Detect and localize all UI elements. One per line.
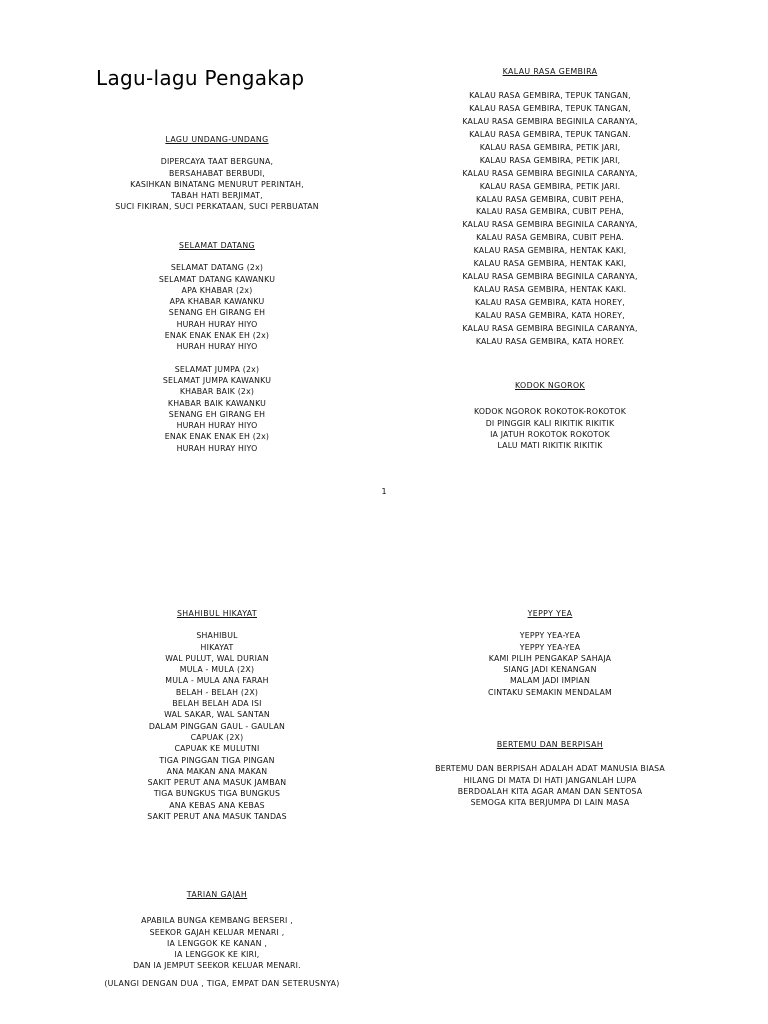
song-lyrics (415, 630, 685, 698)
lyric-line: HURAH HURAY HIYO (176, 342, 258, 352)
lyric-line: SAKIT PERUT ANA MASUK JAMBAN (147, 778, 287, 788)
song-tarian-gajah (82, 889, 352, 972)
song-heading: SHAHIBUL HIKAYAT (176, 609, 258, 618)
song-lyrics (82, 156, 352, 212)
lyric-line: KHABAR BAIK (2x) (179, 387, 255, 397)
lyric-line: KALAU RASA GEMBIRA BEGINILA CARANYA, (462, 220, 638, 230)
lyric-line: CAPUAK KE MULUTNI (174, 744, 260, 754)
lyric-line: YEPPY YEA-YEA (519, 631, 581, 641)
lyric-line: KAMI PILIH PENGAKAP SAHAJA (488, 653, 612, 663)
lyric-line: HURAH HURAY HIYO (176, 443, 258, 453)
lyric-line: KHABAR BAIK KAWANKU (167, 398, 267, 408)
lyric-line: KALAU RASA GEMBIRA, HENTAK KAKI. (473, 284, 627, 294)
song-heading: YEPPY YEA (527, 609, 573, 618)
lyric-line: APA KHABAR (2x) (181, 285, 253, 295)
song-lyrics (405, 763, 695, 808)
lyric-line: IA JATUH ROKOTOK ROKOTOK (490, 429, 610, 439)
lyric-line: DALAM PINGGAN GAUL - GAULAN (148, 721, 286, 731)
song-lyrics (415, 406, 685, 451)
song-shahibul-hikayat (82, 608, 352, 822)
song-lyrics (82, 915, 352, 971)
lyric-line: SAKIT PERUT ANA MASUK TANDAS (147, 812, 287, 822)
lyric-line: IA LENGGOK KE KIRI, (174, 950, 260, 960)
lyric-line: BERTEMU DAN BERPISAH ADALAH ADAT MANUSIA BIASA (435, 764, 665, 774)
song-heading: BERTEMU DAN BERPISAH (496, 740, 604, 749)
lyric-line: KALAU RASA GEMBIRA, TEPUK TANGAN, (469, 91, 631, 101)
lyric-line: SUCI FIKIRAN, SUCI PERKATAAN, SUCI PERBUATAN (115, 202, 319, 212)
lyric-line: ANA KEBAS ANA KEBAS (169, 800, 265, 810)
lyric-line: KALAU RASA GEMBIRA, TEPUK TANGAN. (469, 130, 631, 140)
lyric-line: KALAU RASA GEMBIRA BEGINILA CARANYA, (462, 271, 638, 281)
song-heading: KALAU RASA GEMBIRA (502, 67, 598, 76)
lyric-line: SEMOGA KITA BERJUMPA DI LAIN MASA (470, 798, 630, 808)
lyric-line: YEPPY YEA-YEA (519, 642, 581, 652)
lyric-line: ENAK ENAK ENAK EH (2x) (164, 432, 270, 442)
lyric-line: SELAMAT DATANG KAWANKU (158, 274, 276, 284)
lyric-line: SENANG EH GIRANG EH (168, 308, 266, 318)
song-lyrics (82, 630, 352, 822)
song-kalau-rasa-gembira (415, 66, 685, 348)
lyric-line: BELAH - BELAH (2X) (175, 687, 259, 697)
lyric-line: ENAK ENAK ENAK EH (2x) (164, 331, 270, 341)
lyric-line: TABAH HATI BERJIMAT, (171, 191, 263, 201)
lyric-line: CAPUAK (2X) (190, 732, 244, 742)
lyric-line: IA LENGGOK KE KANAN , (166, 938, 267, 948)
song-bertemu-dan-berpisah (405, 739, 695, 808)
lyric-line: BERDOALAH KITA AGAR AMAN DAN SENTOSA (457, 786, 643, 796)
song-lagu-undang-undang (82, 134, 352, 213)
song-lyrics (82, 262, 352, 454)
song-selamat-datang (82, 240, 352, 454)
lyric-line: KODOK NGOROK ROKOTOK-ROKOTOK (473, 407, 627, 417)
song-lyrics (415, 90, 685, 348)
lyric-line: HIKAYAT (200, 642, 234, 652)
song-heading: SELAMAT DATANG (179, 241, 255, 250)
lyric-line: LALU MATI RIKITIK RIKITIK (497, 441, 603, 451)
lyric-line: BELAH BELAH ADA ISI (172, 699, 262, 709)
lyric-line: TIGA PINGGAN TIGA PINGAN (159, 755, 275, 765)
lyric-line: KALAU RASA GEMBIRA BEGINILA CARANYA, (462, 117, 638, 127)
lyric-line: MULA - MULA (2X) (179, 665, 255, 675)
lyric-line: KALAU RASA GEMBIRA, PETIK JARI, (479, 142, 621, 152)
lyric-line: APABILA BUNGA KEMBANG BERSERI , (141, 916, 293, 926)
song-yeppy-yea (415, 608, 685, 698)
page-number: 1 (381, 487, 387, 496)
lyric-line: KALAU RASA GEMBIRA BEGINILA CARANYA, (462, 323, 638, 333)
lyric-line: KALAU RASA GEMBIRA, PETIK JARI, (479, 155, 621, 165)
lyric-line: KALAU RASA GEMBIRA, TEPUK TANGAN, (469, 104, 631, 114)
song-kodok-ngorok (415, 380, 685, 451)
song-heading: KODOK NGOROK (514, 381, 586, 390)
repeat-note: (ULANGI DENGAN DUA , TIGA, EMPAT DAN SETERUSNYA) (104, 979, 340, 988)
lyric-line: CINTAKU SEMAKIN MENDALAM (488, 687, 612, 697)
lyric-line: MALAM JADI IMPIAN (510, 676, 590, 686)
lyric-line: KALAU RASA GEMBIRA, KATA HOREY. (475, 336, 625, 346)
lyric-line: KALAU RASA GEMBIRA, KATA HOREY, (475, 310, 625, 320)
lyric-line: KALAU RASA GEMBIRA, HENTAK KAKI, (473, 259, 627, 269)
document-title: Lagu-lagu Pengakap (96, 66, 305, 90)
lyric-line: HURAH HURAY HIYO (176, 421, 258, 431)
lyric-line: SENANG EH GIRANG EH (168, 409, 266, 419)
lyric-line: APA KHABAR KAWANKU (169, 297, 265, 307)
lyric-line: KALAU RASA GEMBIRA, CUBIT PEHA, (476, 207, 624, 217)
lyric-line: HILANG DI MATA DI HATI JANGANLAH LUPA (463, 775, 637, 785)
lyric-line: DAN IA JEMPUT SEEKOR KELUAR MENARI. (133, 961, 301, 971)
lyric-line: BERSAHABAT BERBUDI, (169, 168, 265, 178)
lyric-line: ANA MAKAN ANA MAKAN (166, 766, 268, 776)
lyric-line: TIGA BUNGKUS TIGA BUNGKUS (153, 789, 281, 799)
lyric-line: KALAU RASA GEMBIRA, CUBIT PEHA, (476, 194, 624, 204)
lyric-line: KALAU RASA GEMBIRA BEGINILA CARANYA, (462, 168, 638, 178)
song-heading: LAGU UNDANG-UNDANG (165, 135, 269, 144)
lyric-line: DIPERCAYA TAAT BERGUNA, (160, 157, 274, 167)
lyric-line: MULA - MULA ANA FARAH (165, 676, 269, 686)
lyric-line: KALAU RASA GEMBIRA, PETIK JARI. (479, 181, 621, 191)
lyric-line: SHAHIBUL (196, 631, 238, 641)
song-heading: TARIAN GAJAH (186, 890, 248, 899)
lyric-line: SELAMAT JUMPA (2x) (174, 364, 260, 374)
lyric-line: KALAU RASA GEMBIRA, CUBIT PEHA. (476, 233, 624, 243)
lyric-line: HURAH HURAY HIYO (176, 319, 258, 329)
lyric-line: KALAU RASA GEMBIRA, KATA HOREY, (475, 297, 625, 307)
lyric-line: SIANG JADI KENANGAN (503, 665, 597, 675)
lyric-line: DI PINGGIR KALI RIKITIK RIKITIK (485, 418, 615, 428)
lyric-line: SEEKOR GAJAH KELUAR MENARI , (149, 927, 285, 937)
lyric-line: SELAMAT JUMPA KAWANKU (162, 375, 272, 385)
lyric-line: KALAU RASA GEMBIRA, HENTAK KAKI, (473, 246, 627, 256)
lyric-line: WAL SAKAR, WAL SANTAN (164, 710, 270, 720)
lyric-line: KASIHKAN BINATANG MENURUT PERINTAH, (130, 179, 304, 189)
lyric-line: SELAMAT DATANG (2x) (170, 263, 264, 273)
lyric-line: WAL PULUT, WAL DURIAN (165, 653, 269, 663)
